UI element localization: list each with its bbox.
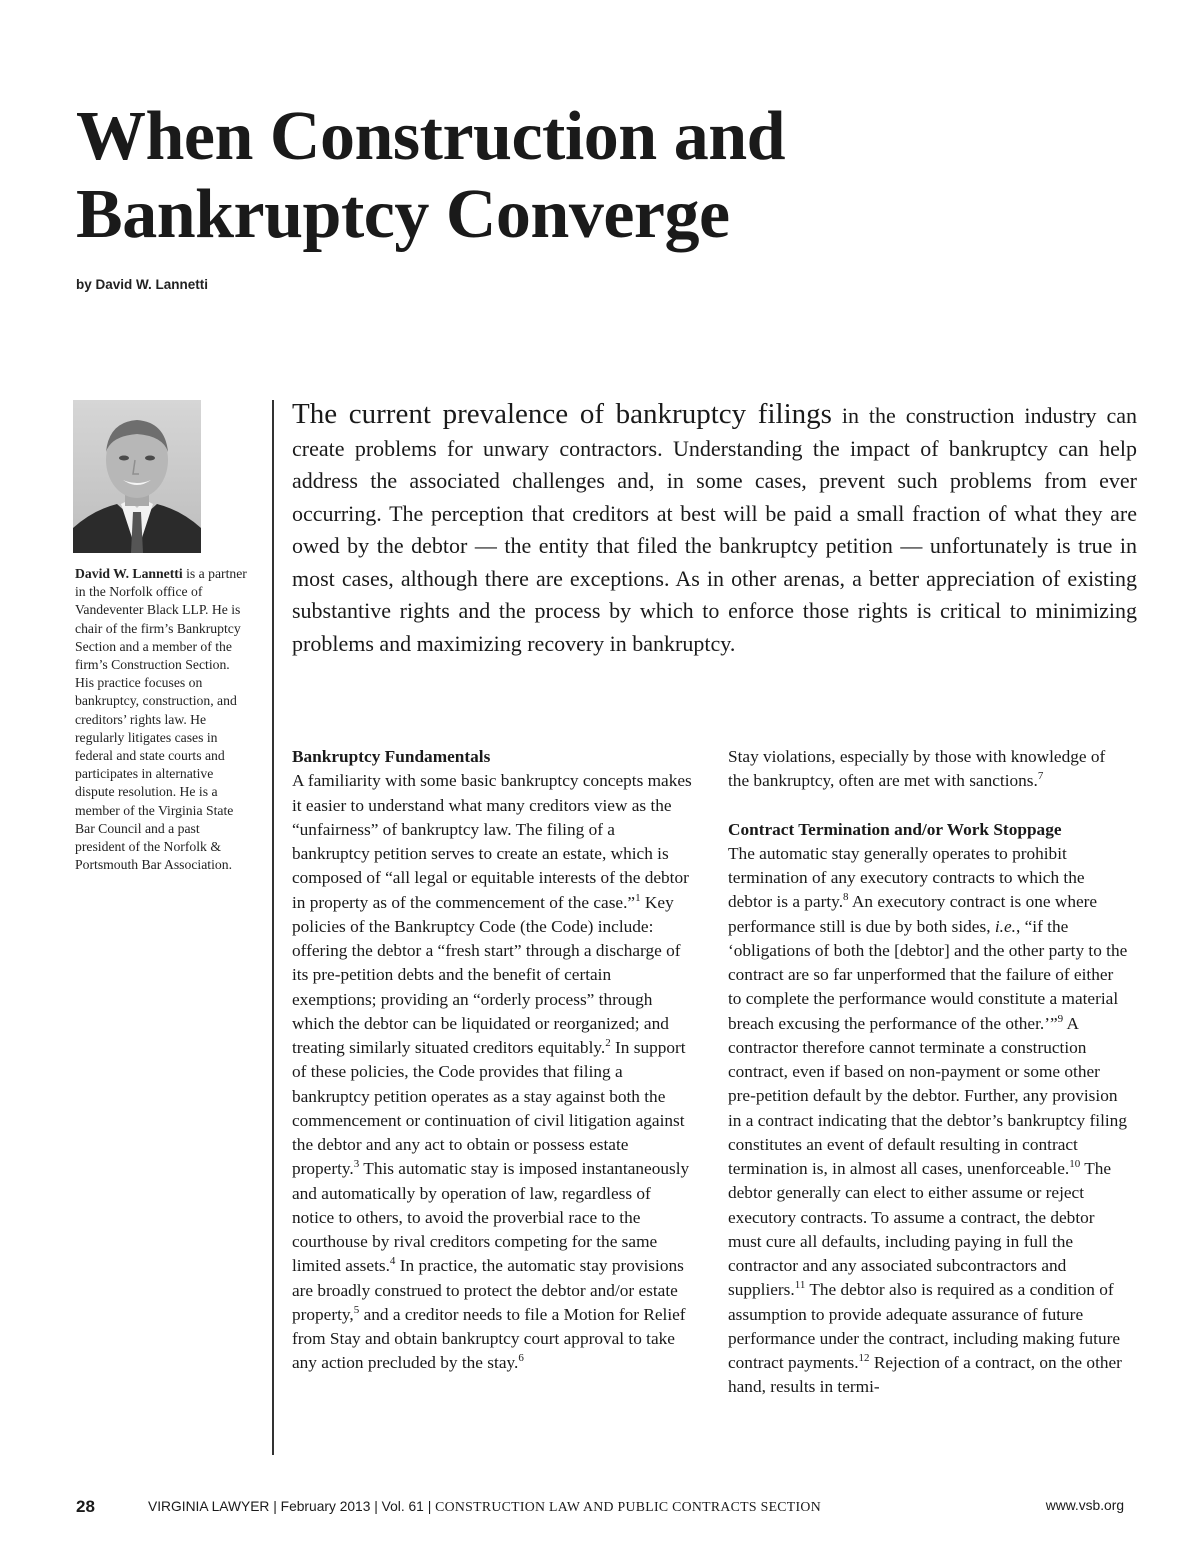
footnote-ref: 8	[843, 891, 849, 904]
body-text: This automatic stay is imposed instantaneously and automatically by operation of law, regardless of notice to others, to avoid the proverbial race to the courthouse by rival creditors competing for the same limited assets.	[292, 1159, 690, 1276]
footer-separator: |	[423, 1499, 436, 1514]
column-divider	[272, 400, 274, 1455]
footer-url[interactable]: www.vsb.org	[1045, 1498, 1124, 1513]
footnote-ref: 4	[389, 1255, 396, 1268]
author-bio	[75, 565, 250, 874]
footnote-ref: 11	[794, 1279, 806, 1292]
footnote-ref: 3	[353, 1158, 360, 1171]
section-heading-termination: Contract Termination and/or Work Stoppage	[728, 819, 1062, 839]
body-paragraph-fundamentals	[292, 769, 692, 1375]
footnote-ref: 7	[1037, 770, 1044, 783]
page-footer	[0, 1497, 1200, 1527]
article-title	[76, 98, 976, 254]
section-heading-fundamentals: Bankruptcy Fundamentals	[292, 747, 491, 766]
footnote-ref: 12	[858, 1352, 870, 1365]
author-bio-text: is a partner in the Norfolk office of Vandeventer Black LLP. He is chair of the firm’s Bankruptcy Section and a member of the firm’s Construction Section. His practice focuses on bankruptcy, construction, and creditors’ rights law. He regularly litigates cases in federal and state courts and participates in alternative dispute resolution. He is a member of the Virginia State Bar Council and a past president of the Norfolk & Portsmouth Bar Association.	[75, 566, 247, 873]
title-line-1: When Construction and	[76, 98, 786, 175]
footer-section: CONSTRUCTION LAW AND PUBLIC CONTRACTS SECTION	[435, 1499, 821, 1514]
body-text: A contractor therefore cannot terminate a construction contract, even if based on non-payment or some other pre-petition default by the debtor. Further, any provision in a contract indicating that the debtor’s bankruptcy filing constitutes an event of default resulting in contract termination is, in almost all cases, unenforceable.	[728, 1013, 1127, 1178]
column-right	[728, 745, 1128, 1400]
footnote-ref: 9	[1057, 1012, 1064, 1025]
body-text: Rejection of a contract, on the other hand, results in termi-	[728, 1353, 1122, 1397]
body-paragraph-stay-violations	[728, 745, 1128, 794]
body-text: Key policies of the Bankruptcy Code (the Code) include: offering the debtor a “fresh start” through a discharge of its pre-petition debts and the benefit of certain exemptions; providing an “orderly process” through which the debtor can be liquidated or reorganized; and treating similarly situated creditors equitably.	[292, 892, 681, 1057]
author-name: David W. Lannetti	[75, 566, 183, 581]
byline: by David W. Lannetti	[76, 277, 209, 292]
footer-volume: Vol. 61	[381, 1499, 424, 1514]
footnote-ref: 2	[605, 1037, 611, 1050]
body-text: The automatic stay generally operates to prohibit termination of any executory contracts to which the debtor is a party.	[728, 843, 1085, 912]
body-paragraph-termination	[728, 842, 1128, 1400]
body-text-italic: i.e.	[994, 916, 1016, 936]
footnote-ref: 6	[518, 1352, 524, 1365]
column-left	[292, 745, 692, 1376]
body-text: In practice, the automatic stay provisions are broadly construed to protect the debtor and/or estate property,	[292, 1256, 684, 1324]
body-text: The debtor generally can elect to either assume or reject executory contracts. To assume a contract, the debtor must cure all defaults, including paying in full the contractor and any associated subcontractors and suppliers.	[728, 1159, 1112, 1300]
footer-separator: |	[370, 1499, 382, 1514]
footnote-ref: 1	[635, 891, 641, 904]
body-text: A familiarity with some basic bankruptcy concepts makes it easier to understand what many creditors view as the “unfairness” of bankruptcy law. The filing of a bankruptcy petition serves to create an estate, which is composed of “all legal or equitable interests of the debtor in property as of the commencement of the case.”	[292, 771, 692, 912]
intro-paragraph	[292, 398, 1137, 660]
title-line-2: Bankruptcy Converge	[76, 176, 730, 253]
footnote-ref: 10	[1069, 1158, 1081, 1171]
body-text: In support of these policies, the Code provides that filing a bankruptcy petition operates as a stay against both the commencement or continuation of civil litigation against the debtor and any act to obtain or possess estate property.	[292, 1038, 686, 1179]
intro-lead: The current prevalence of bankruptcy filings	[292, 398, 832, 430]
footer-publication-info	[148, 1499, 821, 1515]
footer-publication: VIRGINIA LAWYER	[148, 1499, 270, 1514]
body-text: The debtor also is required as a condition of assumption to provide adequate assurance of future performance under the contract, including making future contract payments.	[728, 1280, 1121, 1372]
page-number: 28	[76, 1497, 95, 1516]
intro-text: in the construction industry can create problems for unwary contractors. Understanding the impact of bankruptcy can help address the associated challenges and, in some cases, prevent such problems from ever occurring. The perception that creditors at best will be paid a small fraction of what they are owed by the debtor — the entity that filed the bankruptcy petition — unfortunately is true in most cases, although there are exceptions. As in other arenas, a better appreciation of existing substantive rights and the process by which to enforce those rights is critical to minimizing problems and maximizing recovery in bankruptcy.	[292, 403, 1137, 656]
body-text: , “if the ‘obligations of both the [debtor] and the other party to the contract are so far unperformed that the failure of either to complete the performance would constitute a material breach excusing the performance of the other.’”	[728, 916, 1128, 1033]
footnote-ref: 5	[353, 1303, 360, 1316]
author-photo	[73, 400, 201, 553]
body-text: An executory contract is one where performance still is due by both sides,	[728, 892, 1098, 936]
footer-separator: |	[269, 1499, 281, 1514]
footer-date: February 2013	[280, 1499, 371, 1514]
body-text: and a creditor needs to file a Motion for Relief from Stay and obtain bankruptcy court approval to take any action precluded by the stay.	[292, 1304, 686, 1373]
body-text: Stay violations, especially by those with knowledge of the bankruptcy, often are met with sanctions.	[728, 747, 1106, 791]
